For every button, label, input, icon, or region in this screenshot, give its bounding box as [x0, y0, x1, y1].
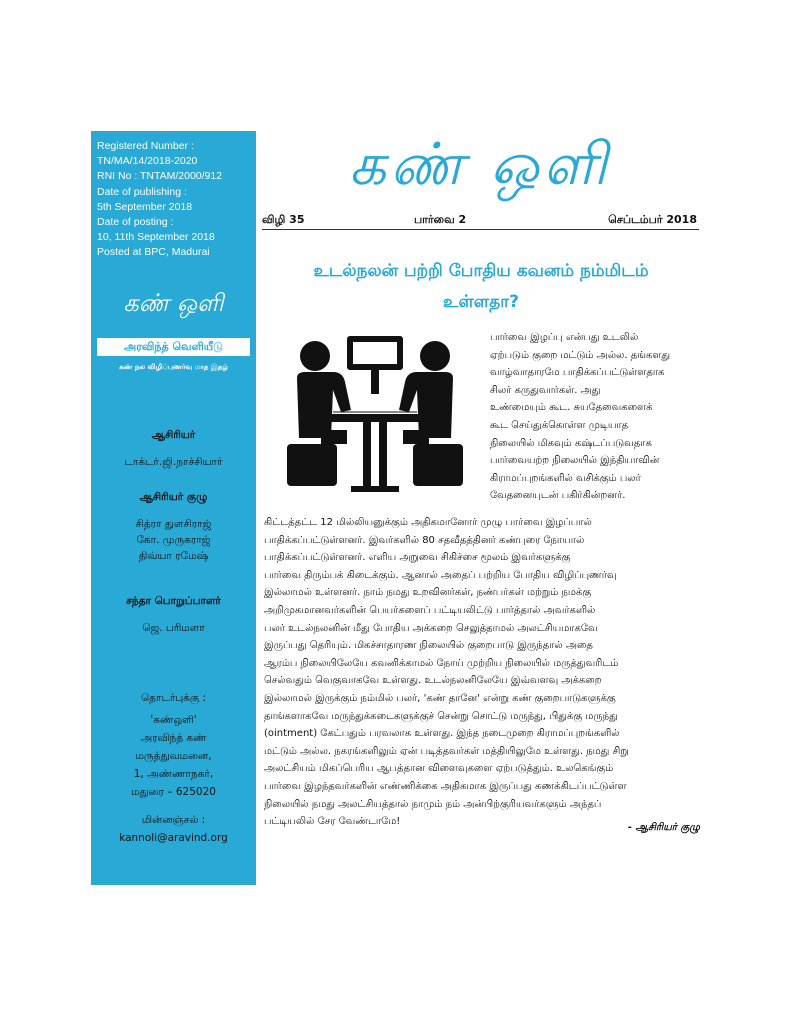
editor-name: டாக்டர்.ஜி.நாச்சியார்: [124, 456, 223, 468]
board-member: கோ. முருகராஜ்: [136, 534, 211, 546]
body-line: (ointment) கேட்பதும் பரவலாக உள்ளது. இந்த நடைமுறை கிராமப்புறங்களில்: [264, 728, 620, 740]
reg-line: Registered Number :: [97, 140, 194, 152]
issue-label: பார்வை 2: [414, 213, 467, 226]
headline-line: உள்ளதா?: [443, 292, 519, 312]
body-line: பார்வை இழந்தவர்களின் எண்ணிக்கை அதிகமாக இருப்பது கணக்கிடப்பட்டுள்ள: [264, 780, 627, 792]
board-heading: ஆசிரியர் குழு: [139, 491, 208, 503]
body-line: அலட்சியம் மிகப்பெரிய ஆபத்தான விளைவுகளை ஏற்படுத்தும். உலகெங்கும்: [264, 763, 614, 775]
two-people-at-desk-icon: [285, 326, 465, 502]
editorial-board-block: [91, 491, 256, 564]
contact-line: மதுரை – 625020: [131, 786, 216, 798]
reg-line: TN/MA/14/2018-2020: [97, 155, 198, 168]
reg-line: 10, 11th September 2018: [97, 231, 215, 244]
body-line: கிட்டத்தட்ட 12 மில்லியனுக்கும் அதிகமானோர் முழு பார்வை இழப்பால்: [264, 517, 592, 528]
contact-line: அரவிந்த் கண்: [140, 732, 207, 744]
reg-line: 5th September 2018: [97, 200, 193, 213]
body-line: தாங்களாகவே மருந்துக்கடைகளுக்குச் சென்று சொட்டு மருந்து, பிதுக்கு மருந்து: [264, 710, 618, 722]
sidebar-logo: கண் ஒளி: [123, 289, 224, 317]
body-line: செல்வதும் வெகுவாகவே உள்ளது. உடல்நலனிலேயே இவ்வளவு அக்கறை: [264, 675, 602, 687]
contact-block: [91, 689, 256, 847]
board-member: சித்ரா துளசிராஜ்: [135, 518, 212, 530]
reg-line: RNI No : TNTAM/2000/912: [97, 170, 223, 183]
body-line: நிலையில் மிகவும் கஷ்டப்படுவதாக: [490, 437, 652, 449]
body-line: ஆரம்ப நிலையிலேயே கவனிக்காமல் நோய் முற்றிய நிலையில் மருத்துவரிடம்: [264, 657, 619, 669]
headline-line: உடல்நலன் பற்றி போதிய கவனம் நம்மிடம்: [313, 261, 649, 281]
issue-bar: [262, 212, 699, 230]
editor-block: [91, 429, 256, 470]
contact-line: 1, அண்ணாநகர்,: [133, 768, 214, 780]
body-line: வாழ்வாதாரமே பாதிக்கப்பட்டுள்ளதாக: [490, 367, 665, 379]
article-signature: - ஆசிரியர் குழு: [627, 822, 700, 833]
registration-info: [97, 139, 255, 261]
tagline: கண் நல விழிப்புணர்வு மாத இதழ்: [119, 363, 228, 371]
article-body-wrap: [490, 329, 702, 505]
body-line: சிலர் கருதுவார்கள். அது: [490, 384, 601, 396]
body-line: இருப்பது தெரியும். மிகச்சாதாரண நிலையில் குறைபாடு இருந்தால் அதை: [264, 640, 593, 652]
publisher-band: அரவிந்த் வெளியீடு: [97, 338, 250, 356]
body-line: மட்டும் அல்ல. நகரங்களிலும் ஏன் படித்தவர்கள் மத்தியிலுமே உள்ளது. நமது சிறு: [264, 745, 629, 757]
article-headline: [262, 256, 700, 318]
body-line: அறிமுகமானவர்களின் பெயர்களைப் பட்டியலிட்டு பார்த்தால் அவர்களில்: [264, 604, 596, 616]
masthead-title: கண் ஒளி: [348, 130, 612, 198]
body-line: பார்வை இழப்பு என்பது உடலில்: [490, 332, 639, 343]
sidebar: [91, 131, 256, 885]
contact-line: 'கண்ஒளி': [150, 714, 197, 726]
body-line: பாதிக்கப்பட்டுள்ளனர். எளிய அறுவை சிகிச்சை மூலம் இவர்களுக்கு: [264, 552, 571, 564]
subscription-name: ஜெ. பரிமளா: [142, 622, 205, 634]
body-line: இல்லாமல் இருக்கும் நம்மில் பலர், 'கண் தானே' என்று கண் குறைபாடுகளுக்கு: [264, 692, 616, 704]
body-line: நிலையில் நமது அலட்சியத்தால் நாமும் நம் அன்பிற்குரியவர்களும் அந்தப்: [264, 798, 602, 810]
board-member: திவ்யா ரமேஷ்: [138, 550, 209, 562]
body-line: கிராமப்புறங்களில் வசிக்கும் பலர்: [490, 472, 641, 484]
email-label: மின்னஞ்சல் :: [141, 814, 206, 826]
body-line: ஏற்படும் குறை மட்டும் அல்ல. தங்களது: [490, 349, 671, 361]
contact-heading: தொடர்புக்கு :: [140, 692, 206, 704]
reg-line: Date of posting :: [97, 216, 174, 229]
subscription-block: [91, 595, 256, 636]
subscription-heading: சந்தா பொறுப்பாளர்: [126, 595, 221, 607]
article-body-full: [264, 514, 704, 831]
editor-heading: ஆசிரியர்: [151, 429, 196, 441]
body-line: பாதிக்கப்பட்டுள்ளனர். இவர்களில் 80 சதவீதத்தினர் கண்புரை நோயால்: [264, 534, 585, 546]
reg-line: Posted at BPC, Madurai: [97, 246, 210, 259]
body-line: பார்வையற்ற நிலையில் இந்தியாவின்: [490, 455, 660, 467]
email-address: kannoli@aravind.org: [119, 832, 228, 844]
body-line: பார்வை திரும்பக் கிடைக்கும். ஆனால் அதைப் பற்றிய போதிய விழிப்புணர்வு: [264, 569, 617, 581]
body-line: வேதனையுடன் பகிர்கின்றனர்.: [490, 490, 626, 502]
body-line: கூட செய்துக்கொள்ள முடியாத: [490, 419, 629, 431]
contact-line: மருத்துவமனை,: [135, 750, 212, 762]
body-line: பலர் உடல்நலனின் மீது போதிய அக்கறை செலுத்தாமல் அலட்சியமாகவே: [264, 622, 598, 634]
volume-label: விழி 35: [262, 213, 305, 226]
reg-line: Date of publishing :: [97, 185, 187, 198]
body-line: பட்டியலில் சேர வேண்டாமே!: [264, 816, 401, 828]
date-label: செப்டம்பர் 2018: [608, 213, 697, 226]
body-line: உண்மையும் கூட. சுயதேவைகளைக்: [490, 402, 653, 414]
body-line: இல்லாமல் உள்ளனர். நாம் நமது உறவினர்கள், நண்பர்கள் மற்றும் நமக்கு: [264, 587, 592, 599]
